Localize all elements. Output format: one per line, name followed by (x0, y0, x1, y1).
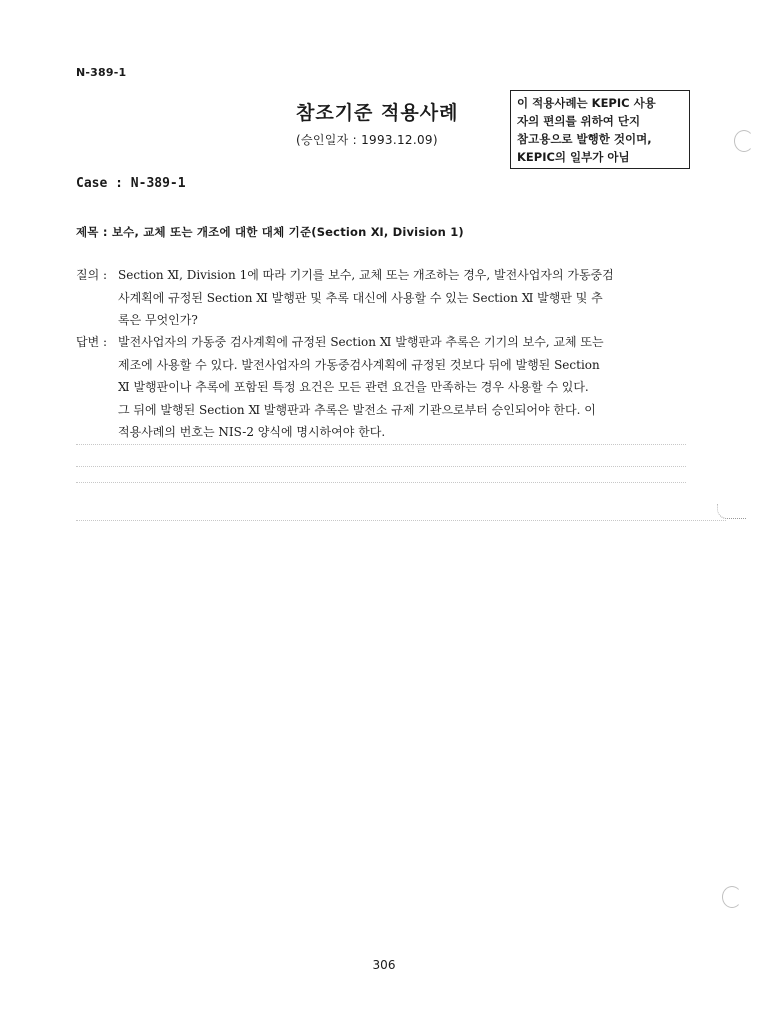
notice-line: 자의 편의를 위하여 단지 (517, 114, 641, 128)
question-label: 질의 : (76, 268, 108, 282)
subject-line: 제목 : 보수, 교체 또는 개조에 대한 대체 기준(Section Ⅺ, Division 1) (76, 225, 464, 239)
notice-line: 이 적용사례는 KEPIC 사용 (517, 96, 656, 110)
question-text (118, 264, 686, 332)
answer-line: 그 뒤에 발행된 Section Ⅺ 발행판과 추록은 발전소 규제 기관으로부터 승인되어야 한다. 이 (118, 402, 596, 417)
answer-line: 발전사업자의 가동중 검사계획에 규정된 Section Ⅺ 발행판과 추록은 기기의 보수, 교체 또는 (118, 335, 604, 349)
header-case-id: N-389-1 (76, 66, 127, 79)
document-title: 참조기준 적용사례 (296, 102, 459, 124)
scan-artifact-line (76, 520, 726, 521)
case-number: Case : N-389-1 (76, 176, 186, 191)
scan-artifact-mark (717, 504, 746, 519)
answer-line: Ⅺ 발행판이나 추록에 포함된 특정 요건은 모든 관련 요건을 만족하는 경우 사용할 수 있다. (118, 380, 589, 394)
scan-artifact-line (76, 482, 686, 483)
punch-hole-mark (734, 130, 754, 152)
kepic-notice-box (510, 90, 690, 169)
scan-artifact-line (76, 444, 686, 445)
question-section (76, 264, 686, 332)
punch-hole-mark (722, 886, 742, 908)
question-line: 록은 무엇인가? (118, 313, 198, 327)
question-line: 사계획에 규정된 Section Ⅺ 발행판 및 추록 대신에 사용할 수 있는 Section Ⅺ 발행판 및 추 (118, 290, 603, 305)
notice-line: KEPIC의 일부가 아님 (517, 150, 630, 164)
notice-line: 참고용으로 발행한 것이며, (517, 132, 652, 146)
answer-section (76, 331, 686, 444)
scan-artifact-line (76, 466, 686, 467)
question-line: Section Ⅺ, Division 1에 따라 기기를 보수, 교체 또는 개조하는 경우, 발전사업자의 가동중검 (118, 268, 614, 282)
approval-date: (승인일자 : 1993.12.09) (296, 133, 438, 147)
page-number: 306 (372, 958, 396, 972)
answer-text (118, 331, 686, 444)
answer-label: 답변 : (76, 335, 108, 349)
answer-line: 적용사례의 번호는 NIS-2 양식에 명시하여야 한다. (118, 425, 386, 439)
answer-line: 제조에 사용할 수 있다. 발전사업자의 가동중검사계획에 규정된 것보다 뒤에 발행된 Section (118, 357, 600, 372)
